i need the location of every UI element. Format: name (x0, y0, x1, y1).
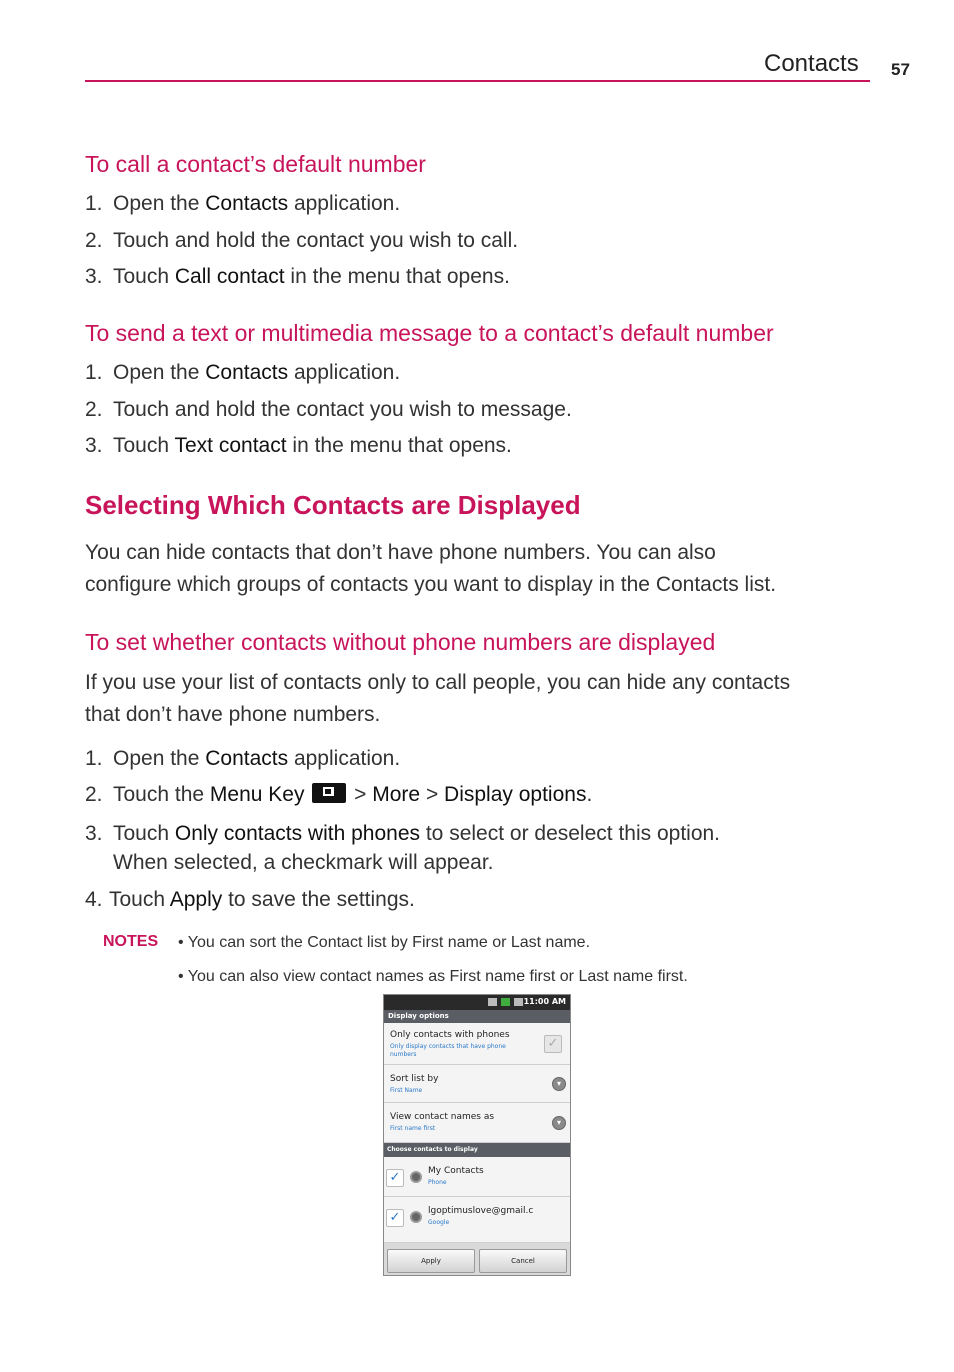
step-bold: More (372, 783, 421, 806)
sort-list-title: Sort list by (390, 1074, 439, 1084)
call-step-1 (85, 192, 400, 216)
group-header: Choose contacts to display (384, 1143, 570, 1157)
step-bold: Display options (444, 783, 587, 806)
apply-button[interactable]: Apply (387, 1249, 475, 1273)
para-line: configure which groups of contacts you want to display in the Contacts list. (85, 573, 777, 596)
step-text: > (420, 783, 445, 806)
phones-intro (85, 667, 885, 731)
button-bar (384, 1243, 570, 1276)
only-phones-row[interactable] (384, 1023, 570, 1065)
sort-list-row[interactable] (384, 1065, 570, 1103)
step-text: Open the (113, 361, 206, 384)
battery-icon (501, 998, 510, 1006)
step-number: 3. (85, 434, 103, 457)
step-number: 4. (85, 888, 103, 911)
step-text: application. (288, 361, 401, 384)
step-text: application. (288, 747, 401, 770)
para-line: You can hide contacts that don’t have phone numbers. You can also (85, 541, 716, 564)
text-heading: To send a text or multimedia message to a contact’s default number (85, 320, 774, 346)
sim-icon (514, 998, 523, 1006)
status-bar (384, 995, 570, 1010)
step-bold: Contacts (205, 747, 289, 770)
step-text: to save the settings. (222, 888, 415, 911)
page-number: 57 (891, 60, 910, 79)
step-text: application. (288, 192, 401, 215)
account-type: Phone (428, 1179, 447, 1186)
chevron-down-icon: ▾ (552, 1116, 566, 1130)
account-type: Google (428, 1219, 450, 1226)
phones-step-3-line2: When selected, a checkmark will appear. (113, 851, 494, 874)
account-gear-icon (410, 1171, 422, 1183)
step-bold: Menu Key (209, 783, 305, 806)
account-gear-icon (410, 1211, 422, 1223)
display-intro (85, 537, 885, 601)
section-title: Contacts (764, 50, 859, 77)
sort-list-sub: First Name (390, 1087, 423, 1094)
para-line: If you use your list of contacts only to call people, you can hide any contacts (85, 671, 791, 694)
account-name: lgoptimuslove@gmail.c (428, 1206, 534, 1216)
step-number: 3. (85, 265, 103, 288)
step-text: in the menu that opens. (284, 265, 510, 288)
step-text: Open the (113, 192, 206, 215)
step-bold: Only contacts with phones (174, 822, 421, 845)
only-phones-sub2: numbers (390, 1051, 417, 1058)
call-step-2 (85, 229, 518, 253)
call-step-3 (85, 265, 510, 289)
step-number: 1. (85, 192, 103, 215)
step-number: 2. (85, 783, 103, 806)
only-phones-checkbox[interactable]: ✓ (544, 1035, 562, 1053)
phones-heading: To set whether contacts without phone numbers are displayed (85, 629, 716, 655)
display-heading: Selecting Which Contacts are Displayed (85, 490, 581, 520)
screen-title: Display options (384, 1010, 570, 1023)
phones-step-4 (85, 888, 415, 912)
text-step-3 (85, 434, 512, 458)
step-number: 2. (85, 229, 103, 252)
step-bold: Call contact (174, 265, 285, 288)
chevron-down-icon: ▾ (552, 1077, 566, 1091)
signal-icon (488, 998, 497, 1006)
step-bold: Contacts (205, 192, 289, 215)
step-text: Open the (113, 747, 206, 770)
phones-step-2 (85, 783, 592, 807)
note-item: • You can sort the Contact list by First name or Last name. (178, 934, 591, 951)
step-text: Touch (113, 265, 175, 288)
step-text: Touch and hold the contact you wish to message. (113, 398, 572, 421)
view-names-sub: First name first (390, 1125, 436, 1132)
step-text: in the menu that opens. (286, 434, 512, 457)
step-bold: Text contact (174, 434, 287, 457)
step-number: 2. (85, 398, 103, 421)
notes-label: NOTES (103, 933, 159, 950)
step-number: 1. (85, 747, 103, 770)
step-text: Touch (113, 434, 175, 457)
header-divider (85, 80, 870, 82)
step-text: Touch and hold the contact you wish to call. (113, 229, 519, 252)
step-number: 3. (85, 822, 103, 845)
account-name: My Contacts (428, 1166, 484, 1176)
account-row[interactable] (384, 1197, 570, 1243)
only-phones-sub1: Only display contacts that have phone (390, 1043, 506, 1050)
step-number: 1. (85, 361, 103, 384)
step-bold: Contacts (205, 361, 289, 384)
step-text: Touch the (113, 783, 210, 806)
menu-key-icon (312, 783, 346, 803)
account-checkbox[interactable]: ✓ (386, 1209, 404, 1227)
call-heading: To call a contact’s default number (85, 151, 426, 177)
note-item: • You can also view contact names as First name first or Last name first. (178, 968, 688, 985)
text-step-1 (85, 361, 400, 385)
display-options-screenshot (383, 994, 571, 1276)
step-text: > (348, 783, 373, 806)
only-phones-title: Only contacts with phones (390, 1030, 510, 1040)
step-text: to select or deselect this option. (420, 822, 721, 845)
phones-step-1 (85, 747, 400, 771)
account-row[interactable] (384, 1157, 570, 1197)
status-time: 11:00 AM (523, 997, 566, 1006)
text-step-2 (85, 398, 572, 422)
step-text: Touch (109, 888, 170, 911)
step-text: . (586, 783, 593, 806)
para-line: that don’t have phone numbers. (85, 703, 381, 726)
view-names-row[interactable] (384, 1103, 570, 1143)
account-checkbox[interactable]: ✓ (386, 1169, 404, 1187)
step-bold: Apply (169, 888, 223, 911)
cancel-button[interactable]: Cancel (479, 1249, 567, 1273)
view-names-title: View contact names as (390, 1112, 495, 1122)
step-text: Touch (113, 822, 175, 845)
phones-step-3 (85, 822, 720, 846)
